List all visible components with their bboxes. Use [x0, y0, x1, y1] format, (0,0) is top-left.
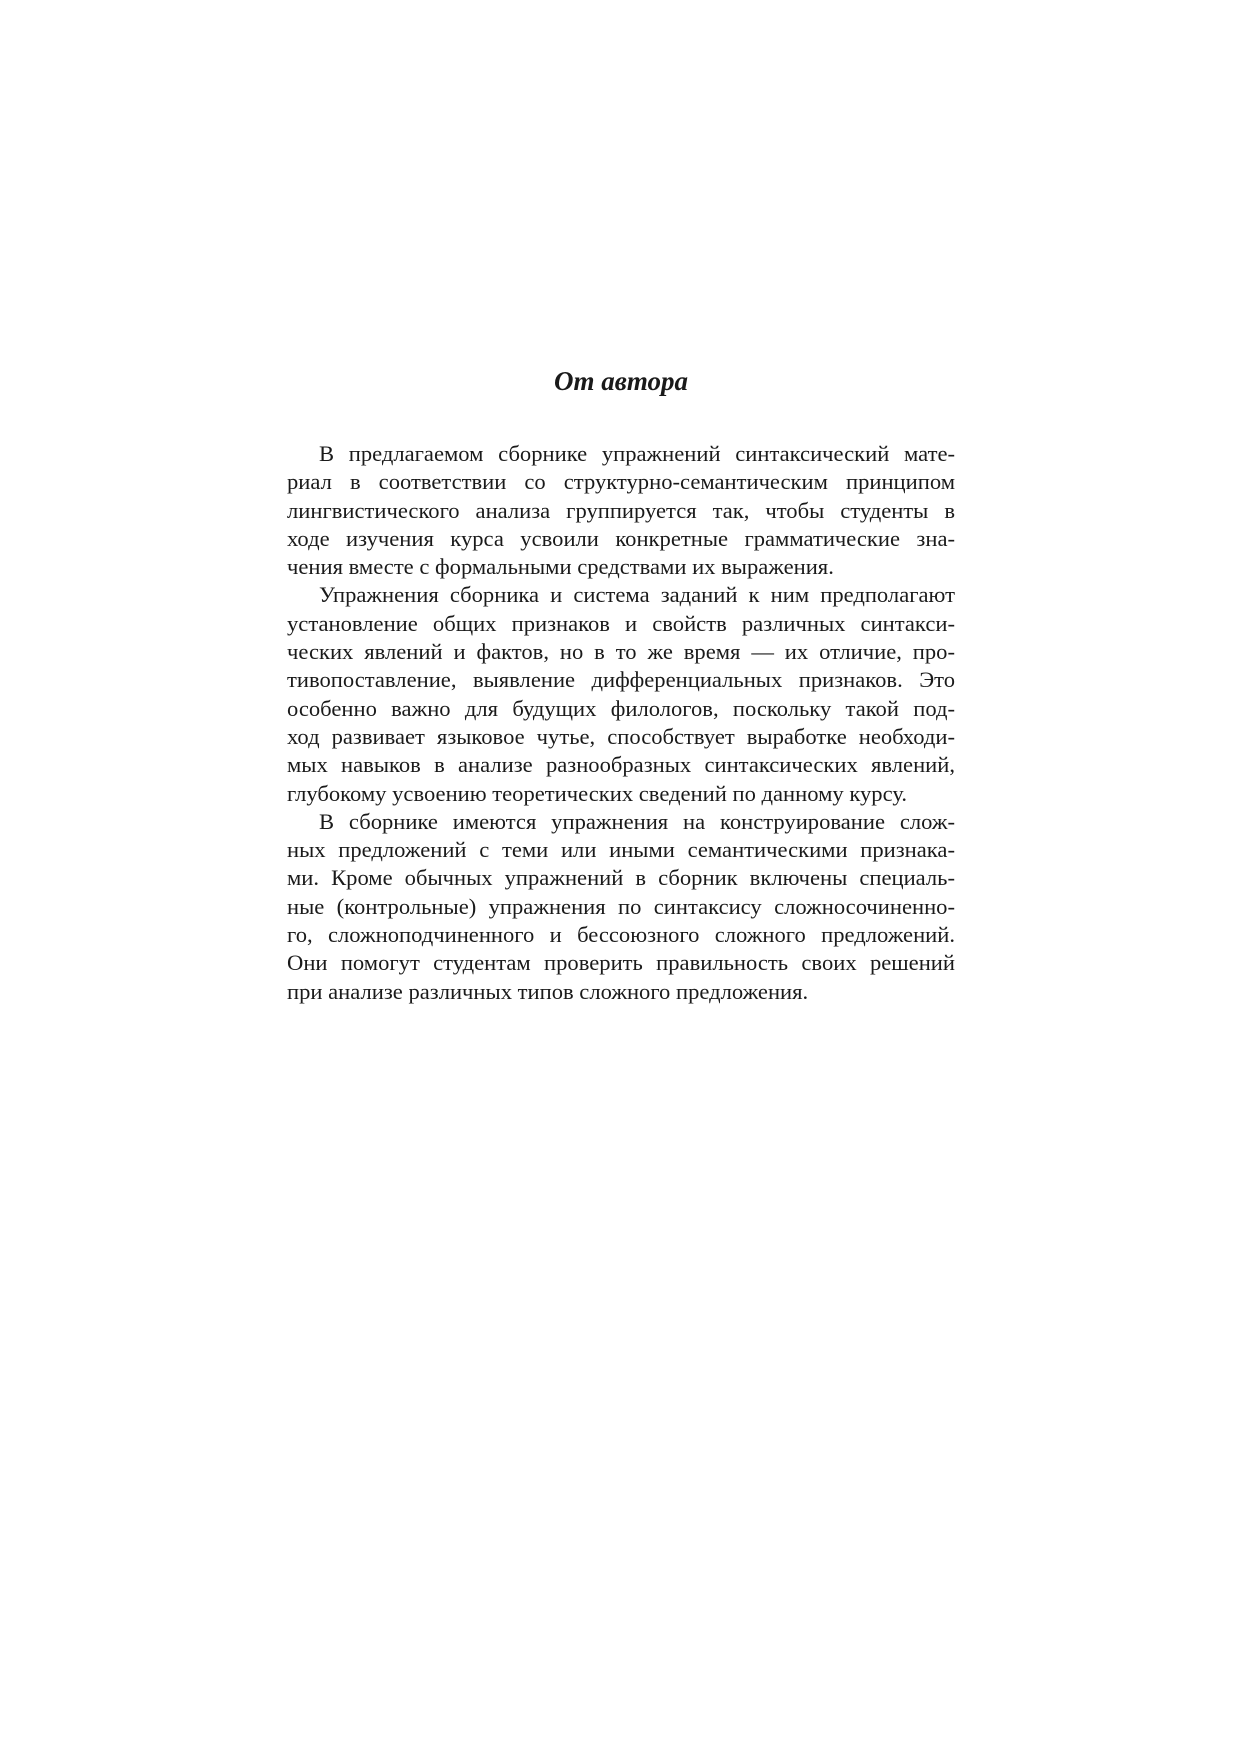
paragraph-line: В сборнике имеются упражнения на конструирование слож- — [319, 808, 955, 834]
paragraph-line: Они помогут студентам проверить правильность своих решений — [287, 950, 955, 976]
paragraph-line: глубокому усвоению теоретических сведений по данному курсу. — [287, 780, 908, 806]
paragraph-line: установление общих признаков и свойств различных синтакси- — [287, 610, 955, 636]
paragraph-line: ческих явлений и фактов, но в то же время — их отличие, про- — [287, 639, 955, 665]
paragraph-3 — [287, 808, 955, 1006]
paragraph-line: ные (контрольные) упражнения по синтаксису сложносочиненно- — [287, 893, 955, 919]
page-title: От автора — [554, 366, 688, 396]
paragraph-line: Упражнения сборника и система заданий к ним предполагают — [319, 582, 955, 608]
paragraph-line: чения вместе с формальными средствами их выражения. — [287, 554, 834, 580]
paragraph-line: лингвистического анализа группируется так, чтобы студенты в — [287, 497, 955, 523]
text-block — [287, 364, 955, 1006]
paragraph-line: ходе изучения курса усвоили конкретные грамматические зна- — [287, 525, 955, 551]
paragraph-line: ход развивает языковое чутье, способствует выработке необходи- — [287, 723, 955, 749]
paragraph-line: В предлагаемом сборнике упражнений синтаксический мате- — [319, 441, 955, 466]
paragraph-2 — [287, 581, 955, 807]
paragraph-line: особенно важно для будущих филологов, поскольку такой под- — [287, 695, 955, 721]
paragraph-line: го, сложноподчиненного и бессоюзного сложного предложений. — [287, 922, 955, 948]
paragraph-line: мых навыков в анализе разнообразных синтаксических явлений, — [287, 752, 955, 778]
paragraph-line: тивопоставление, выявление дифференциальных признаков. Это — [287, 667, 955, 693]
paragraph-line: при анализе различных типов сложного предложения. — [287, 978, 809, 1004]
paragraph-line: риал в соответствии со структурно-семантическим принципом — [287, 469, 955, 495]
paragraph-line: ных предложений с теми или иными семантическими признака- — [287, 837, 955, 863]
paragraph-line: ми. Кроме обычных упражнений в сборник включены специаль- — [287, 865, 955, 891]
paragraph-1 — [287, 440, 955, 581]
